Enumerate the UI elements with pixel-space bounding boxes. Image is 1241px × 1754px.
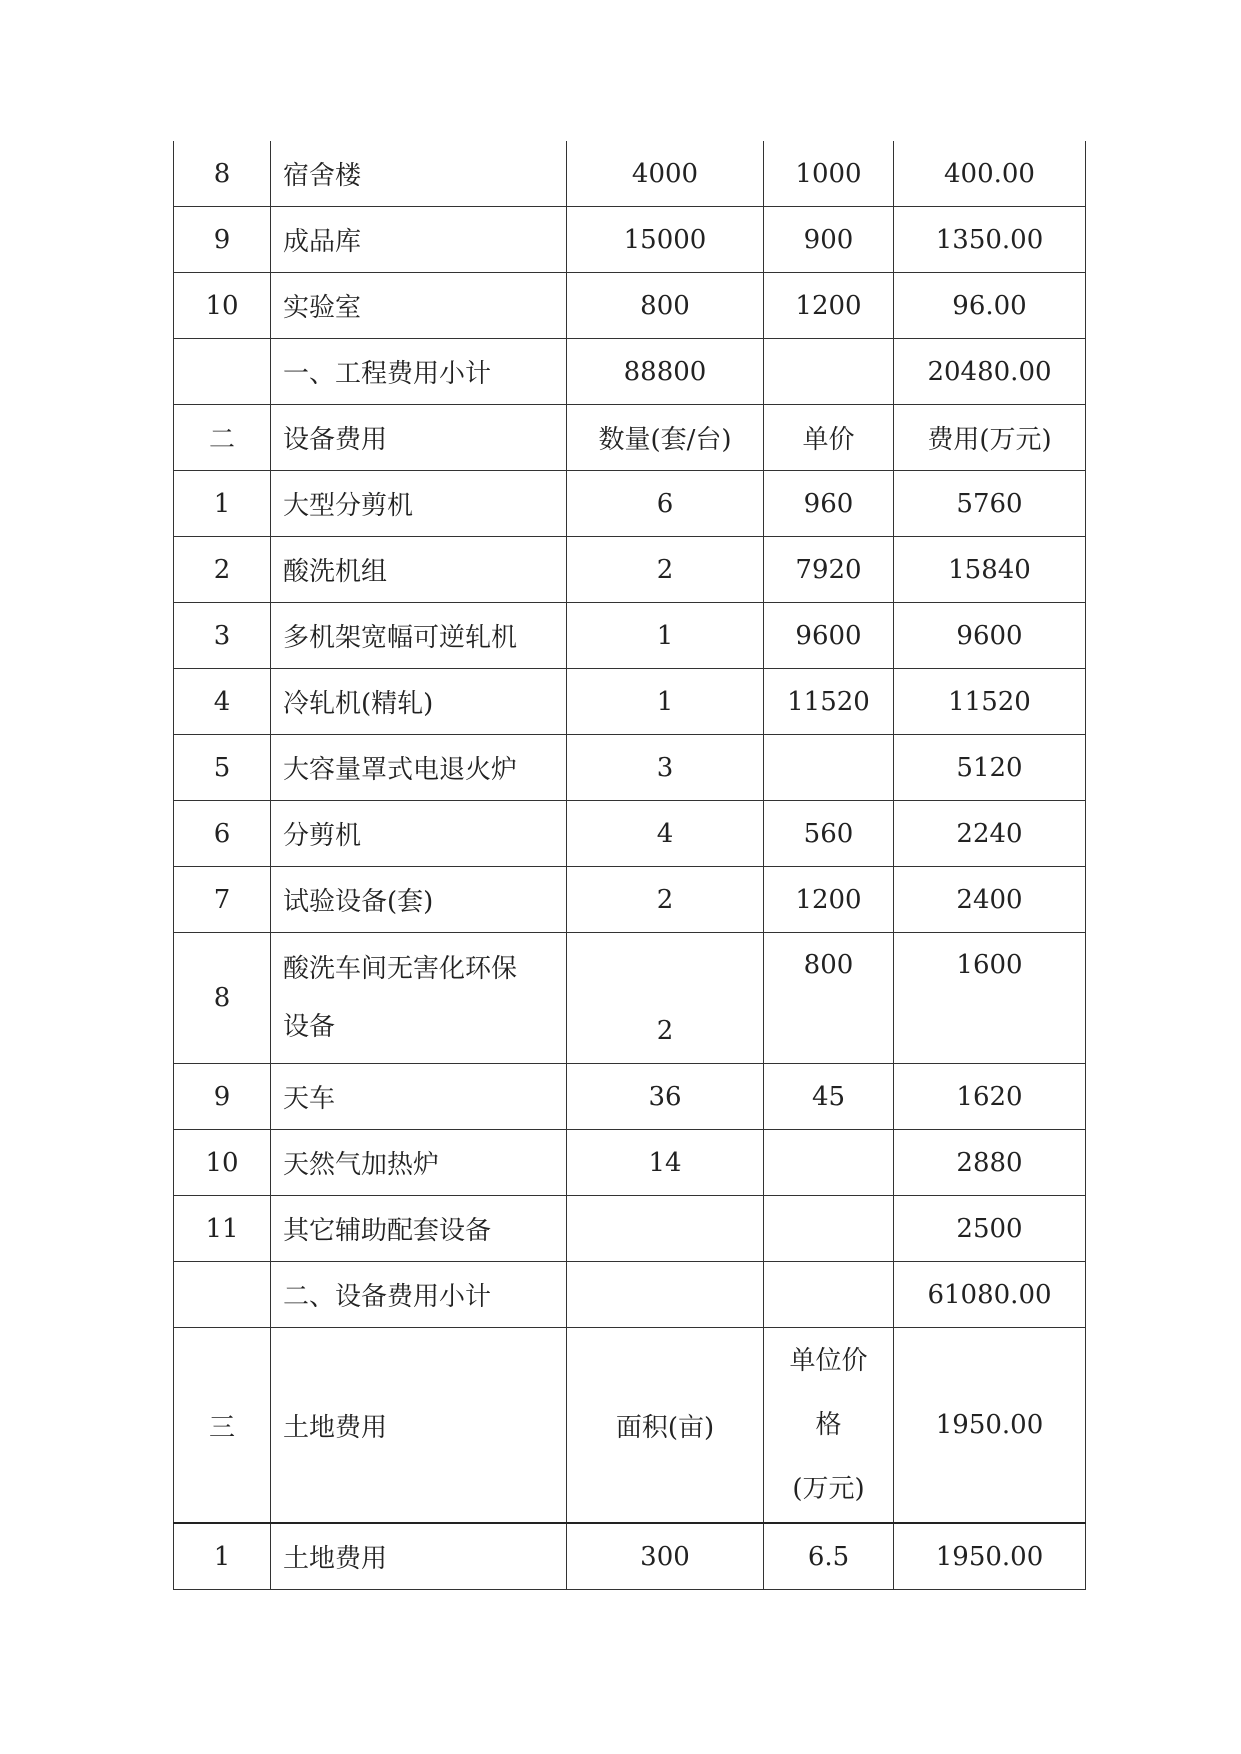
item-unit-price: 560 bbox=[764, 801, 894, 867]
item-name: 大型分剪机 bbox=[271, 471, 567, 537]
item-cost: 20480.00 bbox=[894, 339, 1086, 405]
item-unit-price: 45 bbox=[764, 1064, 894, 1130]
item-cost: 费用(万元) bbox=[894, 405, 1086, 471]
item-name: 多机架宽幅可逆轧机 bbox=[271, 603, 567, 669]
row-number bbox=[174, 339, 271, 405]
item-quantity: 88800 bbox=[567, 339, 764, 405]
item-unit-price: 6.5 bbox=[764, 1523, 894, 1590]
row-number: 1 bbox=[174, 1523, 271, 1590]
item-cost: 61080.00 bbox=[894, 1262, 1086, 1328]
item-cost: 400.00 bbox=[894, 141, 1086, 207]
item-unit-price: 960 bbox=[764, 471, 894, 537]
item-unit-price bbox=[764, 1130, 894, 1196]
item-cost: 2500 bbox=[894, 1196, 1086, 1262]
row-number: 9 bbox=[174, 207, 271, 273]
item-cost: 2240 bbox=[894, 801, 1086, 867]
item-name-line1: 酸洗车间无害化环保 bbox=[283, 954, 518, 984]
row-number bbox=[174, 1262, 271, 1328]
row-number: 10 bbox=[174, 273, 271, 339]
item-cost: 5760 bbox=[894, 471, 1086, 537]
item-quantity: 15000 bbox=[567, 207, 764, 273]
item-name: 成品库 bbox=[271, 207, 567, 273]
table-row bbox=[174, 1523, 1086, 1590]
row-number: 三 bbox=[174, 1328, 271, 1524]
item-cost: 1350.00 bbox=[894, 207, 1086, 273]
subtotal-row bbox=[174, 339, 1086, 405]
row-number: 8 bbox=[174, 141, 271, 207]
item-name bbox=[271, 933, 567, 1064]
item-name: 一、工程费用小计 bbox=[271, 339, 567, 405]
row-number: 10 bbox=[174, 1130, 271, 1196]
table-row bbox=[174, 735, 1086, 801]
item-name: 天然气加热炉 bbox=[271, 1130, 567, 1196]
item-name: 酸洗机组 bbox=[271, 537, 567, 603]
item-name: 试验设备(套) bbox=[271, 867, 567, 933]
item-cost: 2880 bbox=[894, 1130, 1086, 1196]
item-cost: 1950.00 bbox=[894, 1328, 1086, 1524]
item-quantity: 300 bbox=[567, 1523, 764, 1590]
item-quantity: 数量(套/台) bbox=[567, 405, 764, 471]
table-row bbox=[174, 1196, 1086, 1262]
item-unit-price: 800 bbox=[764, 933, 894, 1064]
item-quantity: 2 bbox=[567, 537, 764, 603]
item-unit-price: 1200 bbox=[764, 867, 894, 933]
item-quantity: 6 bbox=[567, 471, 764, 537]
item-name: 宿舍楼 bbox=[271, 141, 567, 207]
row-number: 8 bbox=[174, 933, 271, 1064]
item-unit-price bbox=[764, 1196, 894, 1262]
item-quantity: 1 bbox=[567, 669, 764, 735]
item-name: 设备费用 bbox=[271, 405, 567, 471]
item-unit-price: 1000 bbox=[764, 141, 894, 207]
item-unit-price: 7920 bbox=[764, 537, 894, 603]
item-cost: 5120 bbox=[894, 735, 1086, 801]
table-row bbox=[174, 933, 1086, 1064]
table-row bbox=[174, 471, 1086, 537]
item-name: 实验室 bbox=[271, 273, 567, 339]
table-row bbox=[174, 603, 1086, 669]
item-name: 冷轧机(精轧) bbox=[271, 669, 567, 735]
table-row bbox=[174, 1064, 1086, 1130]
unit-price-line2: 格 bbox=[815, 1410, 842, 1440]
item-quantity: 4 bbox=[567, 801, 764, 867]
item-quantity: 800 bbox=[567, 273, 764, 339]
table-row bbox=[174, 801, 1086, 867]
row-number: 3 bbox=[174, 603, 271, 669]
section-header-row bbox=[174, 1328, 1086, 1524]
item-quantity: 14 bbox=[567, 1130, 764, 1196]
item-cost: 1600 bbox=[894, 933, 1086, 1064]
item-cost: 96.00 bbox=[894, 273, 1086, 339]
item-quantity: 4000 bbox=[567, 141, 764, 207]
row-number: 9 bbox=[174, 1064, 271, 1130]
item-name-line2: 设备 bbox=[283, 1012, 336, 1042]
item-unit-price bbox=[764, 1262, 894, 1328]
table-row bbox=[174, 669, 1086, 735]
item-unit-price: 900 bbox=[764, 207, 894, 273]
row-number: 7 bbox=[174, 867, 271, 933]
row-number: 6 bbox=[174, 801, 271, 867]
section-header-row bbox=[174, 405, 1086, 471]
item-name: 二、设备费用小计 bbox=[271, 1262, 567, 1328]
row-number: 2 bbox=[174, 537, 271, 603]
row-number: 二 bbox=[174, 405, 271, 471]
row-number: 11 bbox=[174, 1196, 271, 1262]
item-quantity: 2 bbox=[567, 867, 764, 933]
item-name: 天车 bbox=[271, 1064, 567, 1130]
item-unit-price: 1200 bbox=[764, 273, 894, 339]
item-quantity: 面积(亩) bbox=[567, 1328, 764, 1524]
item-quantity: 2 bbox=[567, 933, 764, 1064]
item-unit-price bbox=[764, 735, 894, 801]
item-quantity: 36 bbox=[567, 1064, 764, 1130]
item-name: 分剪机 bbox=[271, 801, 567, 867]
table-row bbox=[174, 537, 1086, 603]
item-name: 大容量罩式电退火炉 bbox=[271, 735, 567, 801]
unit-price-line3: (万元) bbox=[792, 1474, 865, 1504]
item-cost: 1950.00 bbox=[894, 1523, 1086, 1590]
item-unit-price: 11520 bbox=[764, 669, 894, 735]
item-unit-price bbox=[764, 1328, 894, 1524]
item-name: 其它辅助配套设备 bbox=[271, 1196, 567, 1262]
item-cost: 11520 bbox=[894, 669, 1086, 735]
unit-price-line1: 单位价 bbox=[789, 1346, 868, 1376]
item-cost: 15840 bbox=[894, 537, 1086, 603]
table-row bbox=[174, 867, 1086, 933]
item-unit-price bbox=[764, 339, 894, 405]
table-row bbox=[174, 207, 1086, 273]
item-name: 土地费用 bbox=[271, 1523, 567, 1590]
item-quantity: 1 bbox=[567, 603, 764, 669]
item-cost: 1620 bbox=[894, 1064, 1086, 1130]
table-row bbox=[174, 1130, 1086, 1196]
row-number: 1 bbox=[174, 471, 271, 537]
subtotal-row bbox=[174, 1262, 1086, 1328]
item-unit-price: 9600 bbox=[764, 603, 894, 669]
item-cost: 9600 bbox=[894, 603, 1086, 669]
item-quantity bbox=[567, 1196, 764, 1262]
item-unit-price: 单价 bbox=[764, 405, 894, 471]
table-row bbox=[174, 273, 1086, 339]
item-quantity: 3 bbox=[567, 735, 764, 801]
cost-table bbox=[173, 141, 1086, 1590]
row-number: 4 bbox=[174, 669, 271, 735]
item-quantity bbox=[567, 1262, 764, 1328]
table-row bbox=[174, 141, 1086, 207]
row-number: 5 bbox=[174, 735, 271, 801]
item-cost: 2400 bbox=[894, 867, 1086, 933]
item-name: 土地费用 bbox=[271, 1328, 567, 1524]
